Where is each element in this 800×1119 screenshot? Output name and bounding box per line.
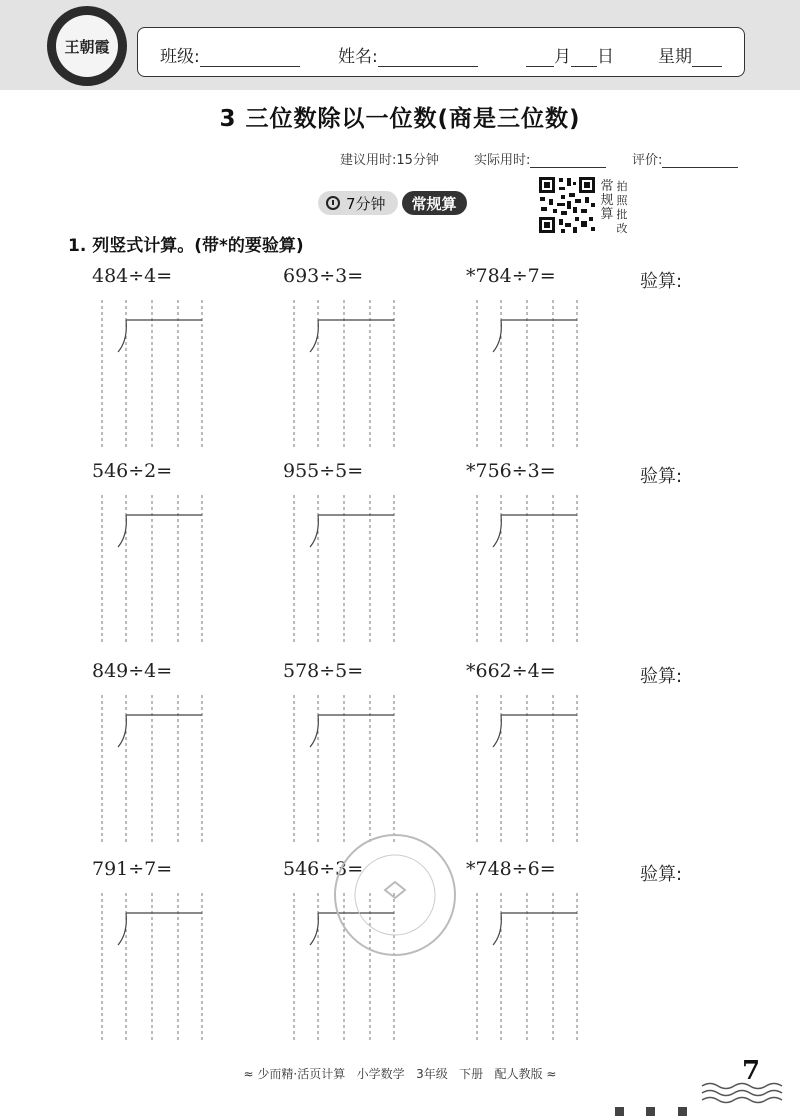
work-grid[interactable] [98, 893, 218, 1043]
student-info-box [137, 27, 745, 77]
publisher-logo [47, 6, 127, 86]
problem-expression: 693÷3= [283, 265, 364, 287]
wave-decoration [700, 1080, 795, 1104]
work-grid[interactable] [473, 893, 593, 1043]
corner-mark [646, 1107, 655, 1116]
name-label: 姓名: [338, 47, 378, 67]
weekday-label: 星期 [658, 47, 692, 67]
class-field[interactable] [160, 42, 300, 67]
verify-label: 验算: [640, 666, 683, 687]
work-grid[interactable] [473, 300, 593, 450]
actual-time-label: 实际用时: [474, 153, 531, 168]
weekday-field[interactable] [658, 42, 722, 67]
long-division-bracket [310, 715, 394, 747]
long-division-bracket [493, 515, 577, 547]
qr-label-right: 拍照批改 [616, 180, 628, 235]
day-label: 日 [597, 47, 614, 67]
qr-code-icon[interactable] [537, 175, 597, 235]
long-division-bracket [493, 913, 577, 945]
problem-expression: 484÷4= [92, 265, 173, 287]
verify-label: 验算: [640, 466, 683, 487]
problem-expression: 849÷4= [92, 660, 173, 682]
long-division-bracket [493, 320, 577, 352]
qr-label-left: 常规算 [600, 179, 614, 222]
corner-mark [615, 1107, 624, 1116]
work-grid[interactable] [290, 300, 410, 450]
clock-icon [326, 196, 340, 210]
month-label: 月 [554, 47, 571, 67]
work-grid[interactable] [290, 495, 410, 645]
name-field[interactable] [338, 42, 478, 67]
long-division-bracket [118, 515, 202, 547]
problem-expression: 546÷2= [92, 460, 173, 482]
work-grid[interactable] [98, 300, 218, 450]
work-grid[interactable] [98, 695, 218, 845]
long-division-bracket [493, 715, 577, 747]
badge-time: 7分钟 [346, 194, 386, 213]
page-title: 3 三位数除以一位数(商是三位数) [219, 106, 581, 132]
corner-mark [678, 1107, 687, 1116]
class-label: 班级: [160, 47, 200, 67]
footer-text: ≈ 少而精·活页计算 小学数学 3年级 下册 配人教版 ≈ [243, 1067, 557, 1081]
actual-time-field[interactable] [474, 149, 606, 168]
time-badge [318, 190, 467, 216]
problem-expression: *784÷7= [466, 265, 556, 287]
problem-expression: 578÷5= [283, 660, 364, 682]
verify-label: 验算: [640, 271, 683, 292]
suggested-time: 建议用时:15分钟 [340, 153, 439, 168]
date-field[interactable] [526, 42, 614, 67]
page-number: 7 [742, 1056, 761, 1086]
long-division-bracket [118, 715, 202, 747]
work-grid[interactable] [473, 695, 593, 845]
problem-expression: 955÷5= [283, 460, 364, 482]
problem-expression: 791÷7= [92, 858, 173, 880]
long-division-bracket [118, 913, 202, 945]
long-division-bracket [118, 320, 202, 352]
question-heading: 1. 列竖式计算。(带*的要验算) [68, 236, 304, 256]
watermark-stamp [320, 820, 470, 970]
work-grid[interactable] [98, 495, 218, 645]
problem-expression: *748÷6= [466, 858, 556, 880]
rating-label: 评价: [632, 153, 663, 168]
badge-type: 常规算 [402, 191, 467, 215]
long-division-bracket [310, 320, 394, 352]
long-division-bracket [310, 515, 394, 547]
rating-field[interactable] [632, 149, 738, 168]
problem-expression: *756÷3= [466, 460, 556, 482]
verify-label: 验算: [640, 864, 683, 885]
work-grid[interactable] [473, 495, 593, 645]
problem-expression: *662÷4= [466, 660, 556, 682]
problem-expression: 546÷3= [283, 858, 364, 880]
logo-text: 王朝霞 [56, 15, 118, 77]
